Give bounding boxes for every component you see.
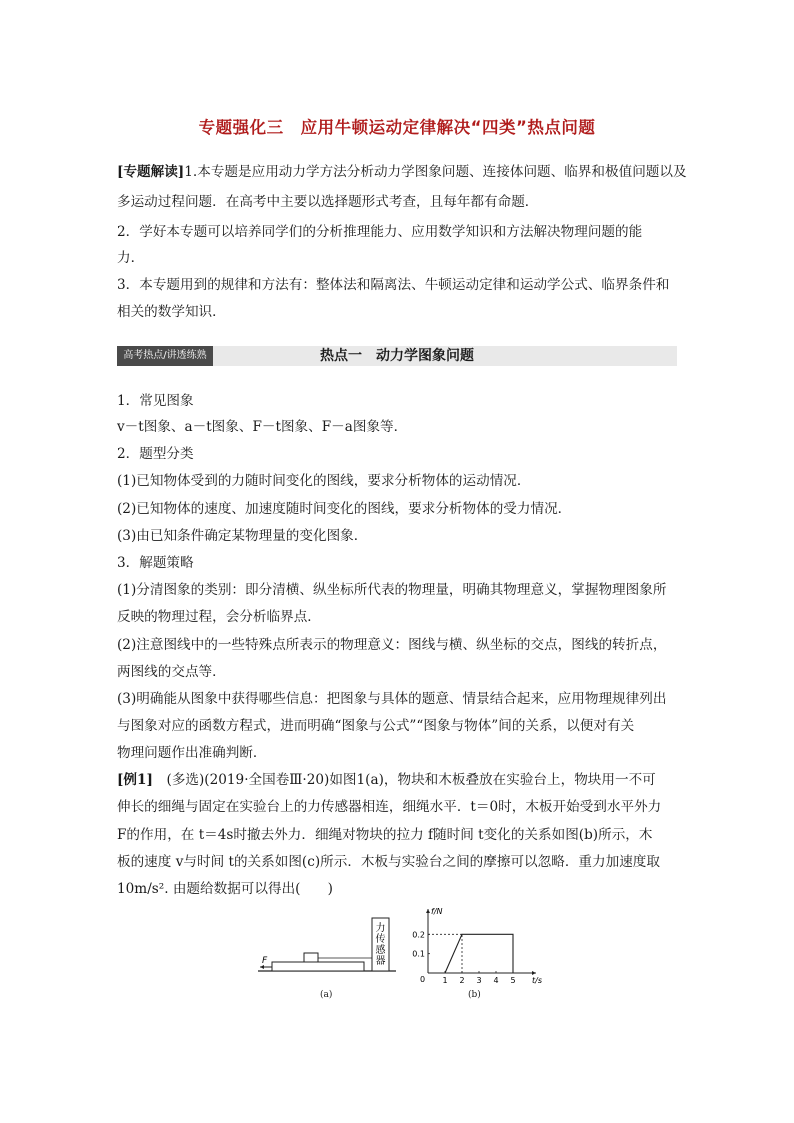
figure-b-chart xyxy=(398,905,548,987)
origin-label: 0 xyxy=(420,975,426,984)
figure-b-caption: (b) xyxy=(468,990,481,1000)
body-line: (2)注意图线中的一些特殊点所表示的物理意义：图线与横、纵坐标的交点，图线的转折点， xyxy=(117,637,667,653)
body-line: 1．常见图象 xyxy=(117,393,194,409)
x-axis-label: t/s xyxy=(532,976,542,985)
body-line: 物理问题作出准确判断． xyxy=(117,745,267,761)
section-tag: 高考热点/讲透练熟 xyxy=(117,346,213,366)
y-tick-label: 0.1 xyxy=(412,949,425,959)
x-tick-label: 4 xyxy=(493,976,499,985)
example-line-5: 10m/s². 由题给数据可以得出( ) xyxy=(117,881,333,897)
series-line xyxy=(445,934,513,973)
example-text-1: (多选)(2019·全国卷Ⅲ·20)如图1(a)，物块和木板叠放在实验台上，物块用一不可 xyxy=(152,772,656,788)
y-axis-arrow xyxy=(426,909,430,913)
sensor-char: 器 xyxy=(375,956,386,967)
body-line: 与图象对应的函数方程式，进而明确“图象与公式”“图象与物体”间的关系，以便对有关 xyxy=(117,718,635,734)
figure-a-caption: (a) xyxy=(320,990,333,1000)
body-line: v－t图象、a－t图象、F－t图象、F－a图象等． xyxy=(117,419,408,435)
x-tick-label: 3 xyxy=(476,976,482,985)
sensor-char: 传 xyxy=(375,934,386,945)
figure-a-apparatus xyxy=(258,915,398,975)
example-line-2: 伸长的细绳与固定在实验台上的力传感器相连，细绳水平．t＝0时，木板开始受到水平外力 xyxy=(117,799,662,815)
intro-text-1: 1.本专题是应用动力学方法分析动力学图象问题、连接体问题、临界和极值问题以及 xyxy=(184,164,687,180)
body-line: (2)已知物体的速度、加速度随时间变化的图线，要求分析物体的受力情况． xyxy=(117,501,572,517)
x-axis-arrow xyxy=(532,971,536,975)
body-line: 3．解题策略 xyxy=(117,555,194,571)
intro-line-2: 多运动过程问题．在高考中主要以选择题形式考查，且每年都有命题． xyxy=(117,194,539,210)
page-title: 专题强化三 应用牛顿运动定律解决“四类”热点问题 xyxy=(198,118,596,137)
body-line: (3)明确能从图象中获得哪些信息：把图象与具体的题意、情景结合起来，应用物理规律列出 xyxy=(117,691,667,707)
intro-line-6: 相关的数学知识． xyxy=(117,304,226,320)
body-line: 反映的物理过程，会分析临界点． xyxy=(117,609,321,625)
section-title: 热点一 动力学图象问题 xyxy=(320,348,474,364)
body-line: (3)由已知条件确定某物理量的变化图象． xyxy=(117,528,368,544)
example-line-3: F的作用，在 t＝4s时撤去外力．细绳对物块的拉力 f随时间 t变化的关系如图(b)所示，木 xyxy=(117,827,653,843)
example-line-4: 板的速度 v与时间 t的关系如图(c)所示．木板与实验台之间的摩擦可以忽略．重力加速度取 xyxy=(117,854,660,870)
y-axis-label: f/N xyxy=(431,907,443,916)
intro-tag: [专题解读] xyxy=(117,164,185,180)
x-tick-label: 2 xyxy=(459,976,465,985)
example-tag: [例1] xyxy=(117,772,153,788)
body-line: (1)分清图象的类别：即分清横、纵坐标所代表的物理量，明确其物理意义，掌握物理图象所 xyxy=(117,582,667,598)
body-line: 2．题型分类 xyxy=(117,446,194,462)
sensor-char: 感 xyxy=(375,945,386,956)
intro-line-4: 力． xyxy=(117,250,145,266)
block xyxy=(304,953,318,962)
force-label: F xyxy=(262,956,268,966)
intro-line-1 xyxy=(117,164,687,180)
intro-line-5: 3．本专题用到的规律和方法有：整体法和隔离法、牛顿运动定律和运动学公式、临界条件和 xyxy=(117,277,670,293)
board xyxy=(272,962,364,971)
body-line: (1)已知物体受到的力随时间变化的图线，要求分析物体的运动情况． xyxy=(117,473,531,489)
y-tick-label: 0.2 xyxy=(412,930,425,940)
sensor-char: 力 xyxy=(375,923,386,934)
x-tick-label: 5 xyxy=(510,976,516,985)
section-banner xyxy=(117,346,677,366)
x-tick-label: 1 xyxy=(442,976,448,985)
example-line-1 xyxy=(117,772,656,788)
intro-line-3: 2．学好本专题可以培养同学们的分析推理能力、应用数学知识和方法解决物理问题的能 xyxy=(117,224,643,240)
body-line: 两图线的交点等． xyxy=(117,664,226,680)
